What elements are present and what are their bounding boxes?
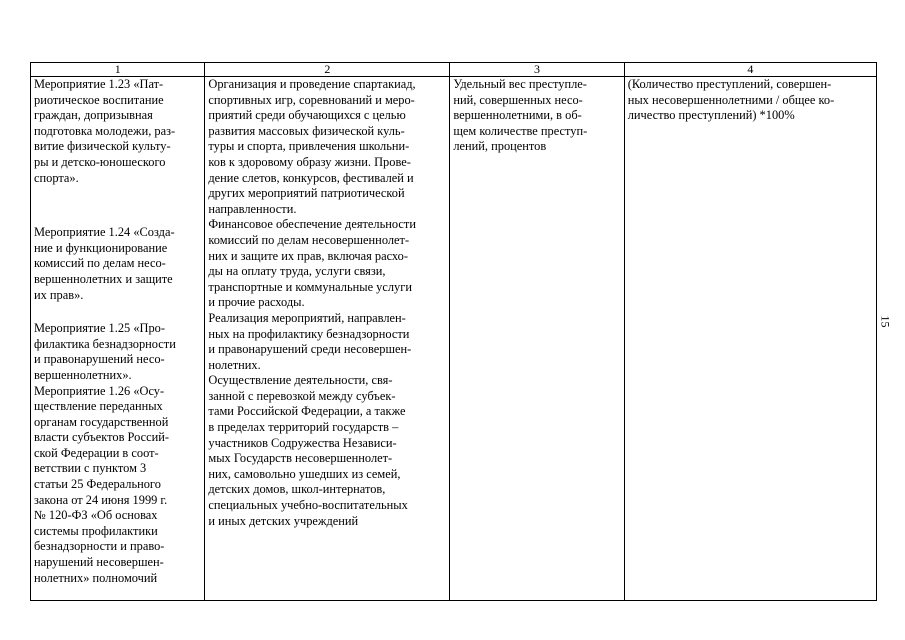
column-header-1: 1 xyxy=(31,63,205,77)
text-line: (Количество преступлений, совершен- xyxy=(627,77,832,91)
text-line: вершеннолетних». xyxy=(34,367,132,382)
text-line: ды на оплату труда, услуги связи, xyxy=(208,264,386,279)
text-line: подготовка молодежи, раз- xyxy=(34,123,176,138)
text-line: статьи 25 Федерального xyxy=(34,477,161,492)
text-line: в пределах территорий государств – xyxy=(208,420,399,435)
text-line: них, самовольно ушедших из семей, xyxy=(208,466,401,481)
column-header-3: 3 xyxy=(450,63,624,77)
description-1-25 xyxy=(208,311,446,373)
text-line: Мероприятие 1.25 «Про- xyxy=(34,321,165,336)
text-line: и правонарушений несо- xyxy=(34,352,165,367)
formula-cell xyxy=(624,77,876,601)
text-line: Мероприятие 1.26 «Осу- xyxy=(34,383,165,398)
text-line: них и защите их прав, включая расхо- xyxy=(208,248,408,263)
text-line: граждан, допризывная xyxy=(34,108,153,123)
text-line: Реализация мероприятий, направлен- xyxy=(208,310,406,325)
formula-text xyxy=(628,77,873,124)
text-line: щем количестве преступ- xyxy=(453,123,588,138)
measure-1-24 xyxy=(34,225,201,303)
text-line: нарушений несовершен- xyxy=(34,555,164,570)
text-line: комиссий по делам несовершеннолет- xyxy=(208,232,410,247)
text-line: нолетних. xyxy=(208,357,261,372)
text-line: развития массовых физической куль- xyxy=(208,123,405,138)
text-line: филактика безнадзорности xyxy=(34,336,176,351)
text-line: участников Содружества Независи- xyxy=(208,435,397,450)
text-line: занной с перевозкой между субъек- xyxy=(208,388,396,403)
text-line: вершеннолетними, в об- xyxy=(453,108,582,123)
text-line: ской Федерации в соот- xyxy=(34,445,159,460)
measures-cell xyxy=(31,77,205,601)
text-line: приятий среди обучающихся с целью xyxy=(208,108,406,123)
measure-1-23 xyxy=(34,77,201,186)
text-line: их прав». xyxy=(34,287,84,302)
text-line: закона от 24 июня 1999 г. xyxy=(34,492,168,507)
header-row xyxy=(31,63,877,77)
text-line: Мероприятие 1.23 «Пат- xyxy=(34,77,164,91)
text-line: № 120-ФЗ «Об основах xyxy=(34,508,158,523)
text-line: витие физической культу- xyxy=(34,139,171,154)
text-line: комиссий по делам несо- xyxy=(34,256,166,271)
text-line: детских домов, школ-интернатов, xyxy=(208,482,386,497)
text-line: ных несовершеннолетними / общее ко- xyxy=(627,92,835,107)
measure-1-26 xyxy=(34,384,201,587)
description-1-23 xyxy=(208,77,446,217)
text-line: специальных учебно-воспитательных xyxy=(208,498,408,513)
indicator-text xyxy=(453,77,620,155)
text-line: Финансовое обеспечение деятельности xyxy=(208,217,416,232)
text-line: власти субъектов Россий- xyxy=(34,430,170,445)
description-1-24 xyxy=(208,217,446,311)
text-line: ветствии с пунктом 3 xyxy=(34,461,147,476)
text-line: туры и спорта, привлечения школьни- xyxy=(208,139,410,154)
column-header-4: 4 xyxy=(624,63,876,77)
text-line: Организация и проведение спартакиад, xyxy=(208,77,416,91)
text-line: Осуществление деятельности, свя- xyxy=(208,373,393,388)
text-line: Удельный вес преступле- xyxy=(453,77,587,91)
indicator-cell xyxy=(450,77,624,601)
text-line: спортивных игр, соревнований и меро- xyxy=(208,92,415,107)
text-line: и правонарушений среди несовершен- xyxy=(208,342,412,357)
text-line: тами Российской Федерации, а также xyxy=(208,404,406,419)
text-line: личество преступлений) *100% xyxy=(627,108,795,123)
indicator-table xyxy=(30,62,877,601)
text-line: спорта». xyxy=(34,170,79,185)
column-header-2: 2 xyxy=(205,63,450,77)
description-1-26 xyxy=(208,373,446,529)
measure-1-25 xyxy=(34,321,201,383)
text-line: нолетних» полномочий xyxy=(34,570,158,585)
text-line: и иных детских учреждений xyxy=(208,513,359,528)
table-row xyxy=(31,77,877,601)
text-line: и прочие расходы. xyxy=(208,295,305,310)
text-line: ществление переданных xyxy=(34,399,163,414)
text-line: мых Государств несовершеннолет- xyxy=(208,451,393,466)
text-line: безнадзорности и право- xyxy=(34,539,165,554)
text-line: системы профилактики xyxy=(34,523,158,538)
text-line: органам государственной xyxy=(34,414,169,429)
page-number: 15 xyxy=(878,315,893,328)
text-line: направленности. xyxy=(208,201,297,216)
text-line: транспортные и коммунальные услуги xyxy=(208,279,412,294)
text-line: ние и функционирование xyxy=(34,240,168,255)
text-line: ры и детско-юношеского xyxy=(34,154,166,169)
text-line: риотическое воспитание xyxy=(34,92,164,107)
text-line: Мероприятие 1.24 «Созда- xyxy=(34,225,175,240)
text-line: лений, процентов xyxy=(453,139,547,154)
text-line: других мероприятий патриотической xyxy=(208,186,405,201)
description-cell xyxy=(205,77,450,601)
text-line: вершеннолетних и защите xyxy=(34,271,173,286)
text-line: дение слетов, конкурсов, фестивалей и xyxy=(208,170,414,185)
text-line: ний, совершенных несо- xyxy=(453,92,583,107)
text-line: ных на профилактику безнадзорности xyxy=(208,326,410,341)
text-line: ков к здоровому образу жизни. Прове- xyxy=(208,154,411,169)
